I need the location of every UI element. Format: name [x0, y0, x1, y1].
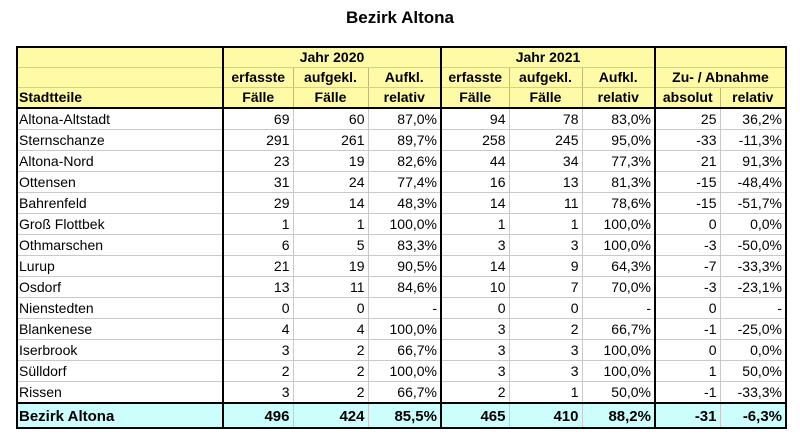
table-cell: 245 — [509, 130, 582, 151]
row-label: Nienstedten — [16, 298, 223, 319]
row-label: Blankenese — [16, 319, 223, 340]
table-cell: 24 — [293, 172, 368, 193]
table-cell: 7 — [509, 277, 582, 298]
table-cell: 2 — [293, 361, 368, 382]
table-cell: 19 — [293, 256, 368, 277]
table-row — [16, 235, 785, 256]
table-cell: 29 — [223, 193, 293, 214]
table-row — [16, 340, 785, 361]
col-header-bottom: absolut — [655, 88, 720, 109]
table-cell: 66,7% — [368, 382, 441, 404]
col-header-bottom: relativ — [582, 88, 655, 109]
table-cell: 89,7% — [368, 130, 441, 151]
table-cell: -3 — [655, 277, 720, 298]
col-header-bottom: Fälle — [223, 88, 293, 109]
table-cell: 83,0% — [582, 108, 655, 130]
table-cell: 90,5% — [368, 256, 441, 277]
total-cell: 424 — [293, 403, 368, 428]
col-header-bottom: Fälle — [509, 88, 582, 109]
table-cell: -33 — [655, 130, 720, 151]
table-cell: 66,7% — [368, 340, 441, 361]
table-cell: -3 — [655, 235, 720, 256]
row-label: Ottensen — [16, 172, 223, 193]
table-row — [16, 298, 785, 319]
statistics-table — [16, 48, 785, 428]
table-cell: 23 — [223, 151, 293, 172]
table-cell: 3 — [441, 235, 509, 256]
table-cell: 48,3% — [368, 193, 441, 214]
table-cell: 81,3% — [582, 172, 655, 193]
table-cell: 77,4% — [368, 172, 441, 193]
table-cell: 1 — [655, 361, 720, 382]
table-cell: 66,7% — [582, 319, 655, 340]
row-label: Othmarschen — [16, 235, 223, 256]
table-cell: 19 — [293, 151, 368, 172]
table-cell: 83,3% — [368, 235, 441, 256]
col-header-stadtteile: Stadtteile — [16, 88, 223, 109]
table-cell: 0 — [223, 298, 293, 319]
table-cell: -1 — [655, 382, 720, 404]
total-cell: 88,2% — [582, 403, 655, 428]
table-cell: - — [582, 298, 655, 319]
total-cell: 496 — [223, 403, 293, 428]
table-cell: 82,6% — [368, 151, 441, 172]
table-cell: 10 — [441, 277, 509, 298]
table-cell: 36,2% — [720, 108, 785, 130]
table-cell: 100,0% — [368, 361, 441, 382]
table-cell: 11 — [293, 277, 368, 298]
table-cell: 0 — [441, 298, 509, 319]
table-cell: 4 — [223, 319, 293, 340]
table-cell: 14 — [441, 193, 509, 214]
table-cell: 14 — [441, 256, 509, 277]
table-cell: 94 — [441, 108, 509, 130]
table-row — [16, 108, 785, 130]
col-header-top: erfasste — [441, 68, 509, 88]
table-cell: -48,4% — [720, 172, 785, 193]
total-cell: 410 — [509, 403, 582, 428]
table-row — [16, 172, 785, 193]
table-cell: 100,0% — [368, 319, 441, 340]
table-cell: 78,6% — [582, 193, 655, 214]
table-cell: 44 — [441, 151, 509, 172]
row-label: Sternschanze — [16, 130, 223, 151]
table-cell: 3 — [223, 382, 293, 404]
table-cell: 78 — [509, 108, 582, 130]
col-header-bottom: Fälle — [441, 88, 509, 109]
table-cell: 3 — [509, 235, 582, 256]
row-label: Rissen — [16, 382, 223, 404]
table-cell: -23,1% — [720, 277, 785, 298]
col-header-top: Aufkl. — [582, 68, 655, 88]
table-cell: 14 — [293, 193, 368, 214]
table-cell: 261 — [293, 130, 368, 151]
row-label: Osdorf — [16, 277, 223, 298]
table-row — [16, 151, 785, 172]
table-cell: -15 — [655, 193, 720, 214]
table-cell: 11 — [509, 193, 582, 214]
total-cell: -6,3% — [720, 403, 785, 428]
col-header-top: aufgekl. — [509, 68, 582, 88]
table-cell: 1 — [293, 214, 368, 235]
table-row — [16, 256, 785, 277]
table-cell: 2 — [441, 382, 509, 404]
table-cell: 4 — [293, 319, 368, 340]
col-header-bottom: relativ — [720, 88, 785, 109]
row-label: Groß Flottbek — [16, 214, 223, 235]
table-cell: 1 — [509, 214, 582, 235]
table-cell: 70,0% — [582, 277, 655, 298]
table-cell: 291 — [223, 130, 293, 151]
table-cell: 21 — [655, 151, 720, 172]
group-header-2020: Jahr 2020 — [223, 48, 441, 68]
table-cell: 3 — [441, 340, 509, 361]
table-cell: 50,0% — [720, 361, 785, 382]
table-cell: 1 — [223, 214, 293, 235]
row-label: Bahrenfeld — [16, 193, 223, 214]
total-label: Bezirk Altona — [16, 403, 223, 428]
table-cell: 2 — [293, 382, 368, 404]
table-cell: 60 — [293, 108, 368, 130]
group-header-2021: Jahr 2021 — [441, 48, 655, 68]
table-cell: 3 — [441, 319, 509, 340]
group-header-change: Zu- / Abnahme — [655, 68, 785, 88]
table-cell: 13 — [509, 172, 582, 193]
table-cell: 100,0% — [582, 361, 655, 382]
table-cell: 9 — [509, 256, 582, 277]
table-cell: 0 — [655, 298, 720, 319]
table-cell: 84,6% — [368, 277, 441, 298]
table-row — [16, 277, 785, 298]
table-cell: 3 — [509, 361, 582, 382]
table-cell: - — [368, 298, 441, 319]
table-cell: -25,0% — [720, 319, 785, 340]
table-cell: 69 — [223, 108, 293, 130]
table-cell: -50,0% — [720, 235, 785, 256]
col-header-bottom: relativ — [368, 88, 441, 109]
table-cell: -51,7% — [720, 193, 785, 214]
table-cell: 91,3% — [720, 151, 785, 172]
total-cell: -31 — [655, 403, 720, 428]
table-cell: 100,0% — [368, 214, 441, 235]
table-header — [16, 48, 785, 108]
table-cell: 2 — [509, 319, 582, 340]
table-cell: -33,3% — [720, 382, 785, 404]
table-row — [16, 361, 785, 382]
total-cell: 85,5% — [368, 403, 441, 428]
table-cell: 0 — [293, 298, 368, 319]
table-row — [16, 382, 785, 404]
table-cell: 3 — [223, 340, 293, 361]
table-cell: 13 — [223, 277, 293, 298]
table-cell: 34 — [509, 151, 582, 172]
table-cell: 3 — [441, 361, 509, 382]
table-cell: 77,3% — [582, 151, 655, 172]
row-label: Iserbrook — [16, 340, 223, 361]
table-cell: -11,3% — [720, 130, 785, 151]
table-row — [16, 214, 785, 235]
table-cell: 21 — [223, 256, 293, 277]
row-label: Sülldorf — [16, 361, 223, 382]
table-cell: 1 — [509, 382, 582, 404]
table-cell: 6 — [223, 235, 293, 256]
table-cell: 0 — [655, 214, 720, 235]
table-row — [16, 130, 785, 151]
total-row — [16, 403, 785, 428]
table-cell: 0,0% — [720, 340, 785, 361]
col-header-bottom: Fälle — [293, 88, 368, 109]
table-cell: 25 — [655, 108, 720, 130]
table-row — [16, 193, 785, 214]
table-cell: 87,0% — [368, 108, 441, 130]
table-body — [16, 108, 785, 403]
table-row — [16, 319, 785, 340]
table-cell: 31 — [223, 172, 293, 193]
row-label: Altona-Altstadt — [16, 108, 223, 130]
table-cell: -15 — [655, 172, 720, 193]
table-cell: 95,0% — [582, 130, 655, 151]
table-cell: 50,0% — [582, 382, 655, 404]
table-cell: 0,0% — [720, 214, 785, 235]
col-header-top: aufgekl. — [293, 68, 368, 88]
table-cell: 2 — [293, 340, 368, 361]
col-header-top: Aufkl. — [368, 68, 441, 88]
table-cell: 100,0% — [582, 214, 655, 235]
table-cell: 3 — [509, 340, 582, 361]
table-cell: 2 — [223, 361, 293, 382]
row-label: Lurup — [16, 256, 223, 277]
table-cell: -33,3% — [720, 256, 785, 277]
table-cell: - — [720, 298, 785, 319]
table-cell: 16 — [441, 172, 509, 193]
table-cell: 64,3% — [582, 256, 655, 277]
table-cell: 1 — [441, 214, 509, 235]
table-cell: 100,0% — [582, 340, 655, 361]
total-cell: 465 — [441, 403, 509, 428]
row-label: Altona-Nord — [16, 151, 223, 172]
table-cell: 0 — [509, 298, 582, 319]
table-cell: 100,0% — [582, 235, 655, 256]
table-cell: 258 — [441, 130, 509, 151]
table-cell: 0 — [655, 340, 720, 361]
col-header-top: erfasste — [223, 68, 293, 88]
table-cell: -7 — [655, 256, 720, 277]
table-cell: -1 — [655, 319, 720, 340]
page-title: Bezirk Altona — [345, 8, 454, 27]
table-cell: 5 — [293, 235, 368, 256]
